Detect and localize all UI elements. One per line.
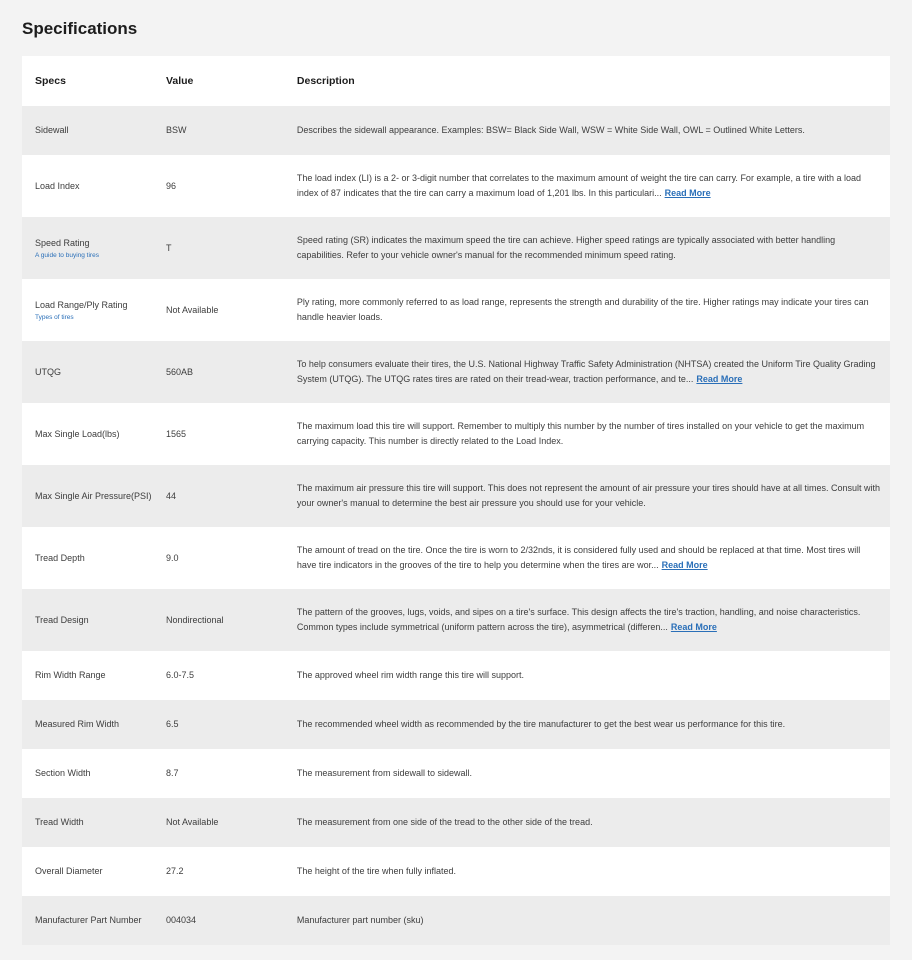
value-cell: 27.2 xyxy=(153,847,284,896)
read-more-link[interactable]: Read More xyxy=(670,622,717,632)
description-text: The maximum load this tire will support. Remember to multiply this number by the number of tires installed on your vehicle to get the maximum carrying capacity. This number is directly related to the Load Index. xyxy=(296,421,865,446)
spec-name: UTQG xyxy=(35,366,61,377)
spec-name: Tread Depth xyxy=(35,552,85,563)
spec-cell xyxy=(22,798,153,847)
spec-cell xyxy=(22,279,153,341)
table-header-row xyxy=(22,56,890,106)
spec-cell xyxy=(22,527,153,589)
description-text: The pattern of the grooves, lugs, voids, and sipes on a tire's surface. This design affects the tire's traction, handling, and noise characteristics. Common types include symmetrical (uniform pattern across the tire), asymmetrical (differen... xyxy=(296,607,861,632)
description-text: Speed rating (SR) indicates the maximum speed the tire can achieve. Higher speed ratings are typically associated with better handling capabilities. Refer to your vehicle owner's manual for the recommended minimum speed rating. xyxy=(296,235,836,260)
spec-cell xyxy=(22,403,153,465)
spec-name: Measured Rim Width xyxy=(35,719,120,729)
value-cell: Not Available xyxy=(153,798,284,847)
table-row xyxy=(22,217,890,279)
description-cell xyxy=(284,700,890,749)
description-cell xyxy=(284,651,890,700)
spec-cell xyxy=(22,651,153,700)
spec-cell xyxy=(22,106,153,155)
value-cell: BSW xyxy=(153,106,284,155)
spec-name: Max Single Load(lbs) xyxy=(35,428,120,439)
column-header-value: Value xyxy=(153,56,284,106)
description-text: To help consumers evaluate their tires, the U.S. National Highway Traffic Safety Administration (NHTSA) created the Uniform Tire Quality Grading System (UTQG). The UTQG rates tires are rated on their tread-wear, traction performance, and te... xyxy=(296,359,876,384)
description-cell xyxy=(284,217,890,279)
value-cell: T xyxy=(153,217,284,279)
description-cell xyxy=(284,403,890,465)
value-cell: 6.5 xyxy=(153,700,284,749)
table-row xyxy=(22,847,890,896)
spec-cell xyxy=(22,589,153,651)
description-cell xyxy=(284,155,890,217)
description-cell xyxy=(284,341,890,403)
description-text: The recommended wheel width as recommended by the tire manufacturer to get the best wear us performance for this tire. xyxy=(296,719,786,729)
description-cell xyxy=(284,465,890,527)
spec-name: Overall Diameter xyxy=(35,866,103,876)
description-text: The measurement from one side of the tread to the other side of the tread. xyxy=(296,817,593,827)
spec-name: Load Range/Ply Rating xyxy=(35,300,128,310)
read-more-link[interactable]: Read More xyxy=(696,374,743,384)
description-text: The amount of tread on the tire. Once the tire is worn to 2/32nds, it is considered fully used and should be replaced at that time. Most tires will have tire indicators in the grooves of the tire to help you determine when the tires are wor... xyxy=(296,545,861,570)
spec-name: Load Index xyxy=(35,180,80,191)
table-row xyxy=(22,589,890,651)
spec-cell xyxy=(22,847,153,896)
spec-cell xyxy=(22,217,153,279)
value-cell: 9.0 xyxy=(153,527,284,589)
description-cell xyxy=(284,847,890,896)
table-row xyxy=(22,403,890,465)
description-cell xyxy=(284,749,890,798)
value-cell: 8.7 xyxy=(153,749,284,798)
value-cell: 44 xyxy=(153,465,284,527)
spec-name: Tread Design xyxy=(35,614,89,625)
description-text: The approved wheel rim width range this tire will support. xyxy=(296,670,525,680)
table-row xyxy=(22,651,890,700)
value-cell: 6.0-7.5 xyxy=(153,651,284,700)
section-title: Specifications xyxy=(22,19,138,38)
read-more-link[interactable]: Read More xyxy=(664,188,711,198)
table-row xyxy=(22,465,890,527)
spec-cell xyxy=(22,749,153,798)
description-cell xyxy=(284,527,890,589)
spec-name: Max Single Air Pressure(PSI) xyxy=(35,490,152,501)
spec-name: Section Width xyxy=(35,768,91,778)
table-row xyxy=(22,106,890,155)
guide-link[interactable]: A guide to buying tires xyxy=(35,252,99,259)
description-text: The maximum air pressure this tire will support. This does not represent the amount of air pressure your tires should have at all times. Consult with your owner's manual to determine the best air pressure you should use for your vehicle. xyxy=(296,483,880,508)
spec-name: Rim Width Range xyxy=(35,670,106,680)
value-cell: 004034 xyxy=(153,896,284,945)
spec-cell xyxy=(22,465,153,527)
column-header-specs: Specs xyxy=(22,56,153,106)
spec-name: Manufacturer Part Number xyxy=(35,915,142,925)
description-text: The measurement from sidewall to sidewall. xyxy=(296,768,472,778)
description-cell xyxy=(284,106,890,155)
specifications-table xyxy=(22,56,890,945)
table-row xyxy=(22,896,890,945)
table-row xyxy=(22,798,890,847)
spec-name: Tread Width xyxy=(35,817,84,827)
spec-name: Speed Rating xyxy=(35,238,90,248)
value-cell: 560AB xyxy=(153,341,284,403)
spec-cell xyxy=(22,700,153,749)
table-row xyxy=(22,527,890,589)
description-cell xyxy=(284,279,890,341)
spec-name: Sidewall xyxy=(35,125,69,135)
description-text: The height of the tire when fully inflated. xyxy=(296,866,457,876)
description-cell xyxy=(284,798,890,847)
spec-cell xyxy=(22,896,153,945)
table-row xyxy=(22,279,890,341)
description-text: Describes the sidewall appearance. Examples: BSW= Black Side Wall, WSW = White Side Wall, OWL = Outlined White Letters. xyxy=(296,125,805,135)
value-cell: Nondirectional xyxy=(153,589,284,651)
description-text: The load index (LI) is a 2- or 3-digit number that correlates to the maximum amount of weight the tire can carry. For example, a tire with a load index of 87 indicates that the tire can carry a maximum load of 1,201 lbs. In this particulari... xyxy=(296,173,861,198)
value-cell: 96 xyxy=(153,155,284,217)
spec-cell xyxy=(22,155,153,217)
value-cell: Not Available xyxy=(153,279,284,341)
column-header-description: Description xyxy=(284,56,890,106)
table-row xyxy=(22,700,890,749)
description-text: Ply rating, more commonly referred to as load range, represents the strength and durability of the tire. Higher ratings may indicate your tires can handle heavier loads. xyxy=(296,297,869,322)
description-cell xyxy=(284,589,890,651)
value-cell: 1565 xyxy=(153,403,284,465)
table-row xyxy=(22,749,890,798)
types-link[interactable]: Types of tires xyxy=(35,314,74,321)
table-row xyxy=(22,155,890,217)
description-cell xyxy=(284,896,890,945)
spec-cell xyxy=(22,341,153,403)
table-row xyxy=(22,341,890,403)
description-text: Manufacturer part number (sku) xyxy=(296,915,424,925)
read-more-link[interactable]: Read More xyxy=(661,560,708,570)
